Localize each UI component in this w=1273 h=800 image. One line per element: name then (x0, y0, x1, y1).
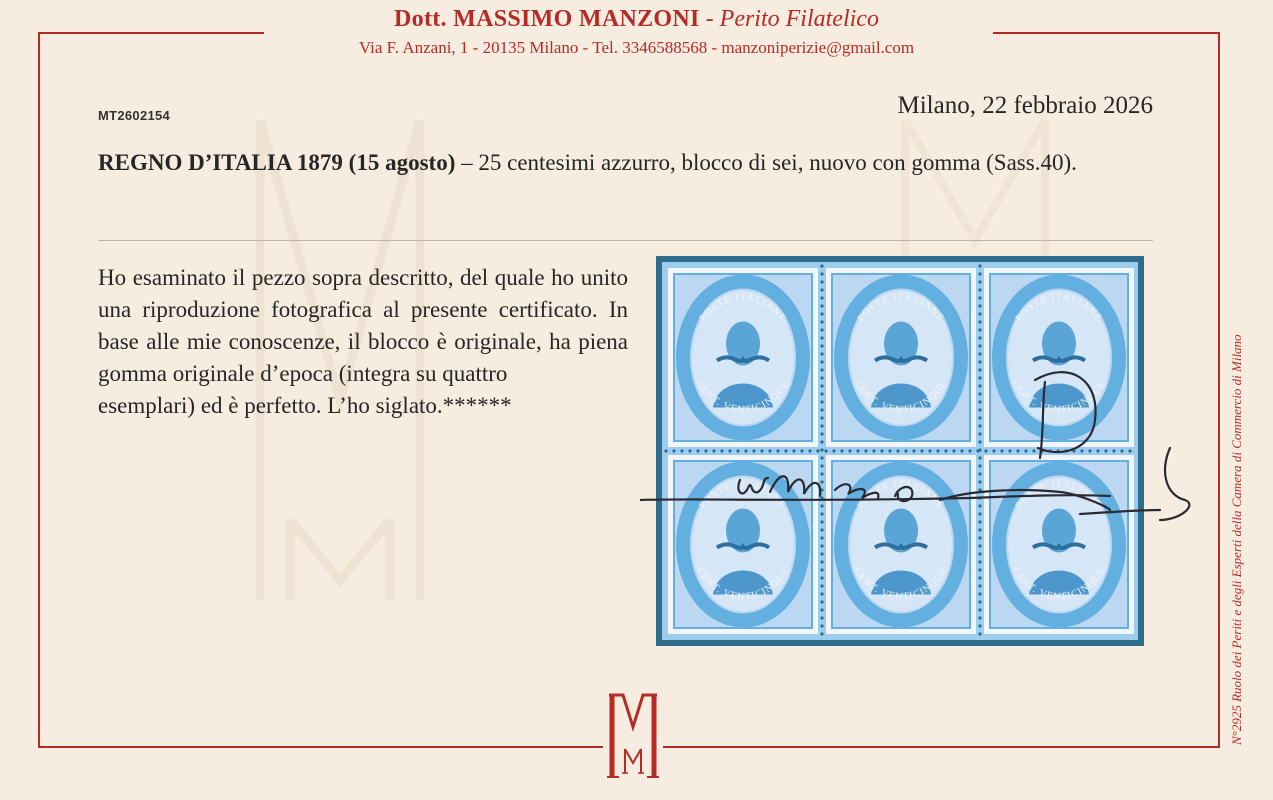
perforation (680, 449, 683, 452)
perforation (978, 336, 981, 339)
perforation (1112, 449, 1115, 452)
perforation (978, 504, 981, 507)
perforation (1040, 449, 1043, 452)
perforation (820, 424, 823, 427)
perforation (768, 449, 771, 452)
perforation (978, 432, 981, 435)
frame-bottom-left (38, 746, 604, 748)
expert-address: Via F. Anzani, 1 - 20135 Milano - Tel. 3346588568 - manzoniperizie@gmail.com (358, 38, 915, 57)
perforation (1120, 449, 1123, 452)
frame-left (38, 32, 40, 748)
perforation (820, 360, 823, 363)
stamp-description (98, 146, 1153, 179)
perforation (820, 432, 823, 435)
perforation (984, 449, 987, 452)
perforation (820, 520, 823, 523)
perforation (820, 504, 823, 507)
perforation (672, 449, 675, 452)
perforation (1008, 449, 1011, 452)
perforation (952, 449, 955, 452)
stamp-bottom-label: CENT. VENTICINQUE (1010, 565, 1108, 603)
perforation (928, 449, 931, 452)
perforation (820, 472, 823, 475)
perforation (978, 408, 981, 411)
stamp (826, 455, 976, 634)
perforation (1096, 449, 1099, 452)
perforation (820, 568, 823, 571)
perforation (978, 616, 981, 619)
perforation (820, 392, 823, 395)
perforation (978, 624, 981, 627)
perforation (978, 496, 981, 499)
perforation (880, 449, 883, 452)
perforation (820, 584, 823, 587)
perforation (696, 449, 699, 452)
perforation (820, 368, 823, 371)
perforation (978, 328, 981, 331)
frame-right (1218, 32, 1220, 748)
perforation (720, 449, 723, 452)
expert-title: Perito Filatelico (719, 6, 879, 32)
perforation (978, 592, 981, 595)
perforation (1088, 449, 1091, 452)
perforation (978, 544, 981, 547)
perforation (978, 528, 981, 531)
perforation (820, 488, 823, 491)
stamp-top-label: POSTE ITALIANE (1013, 479, 1105, 512)
perforation (704, 449, 707, 452)
perforation (820, 264, 823, 267)
perforation (820, 616, 823, 619)
perforation (978, 376, 981, 379)
opinion-last-line: esemplari) ed è perfetto. L’ho siglato.****** (98, 393, 512, 418)
perforation (978, 584, 981, 587)
perforation (820, 320, 823, 323)
perforation (920, 449, 923, 452)
perforation (978, 416, 981, 419)
perforation (820, 552, 823, 555)
perforation (752, 449, 755, 452)
perforation (820, 528, 823, 531)
stamp (668, 268, 818, 447)
perforation (978, 440, 981, 443)
perforation (1056, 449, 1059, 452)
perforation (978, 312, 981, 315)
perforation (760, 449, 763, 452)
stamp-top-label: POSTE ITALIANE (697, 292, 789, 325)
perforation (820, 280, 823, 283)
certificate-number: MT2602154 (98, 108, 171, 123)
opinion-main: Ho esaminato il pezzo sopra descritto, del quale ho unito una riproduzione fotografica al presente certificato. In base alle mie conoscenze, il blocco è originale, ha piena gomma originale d’epoca (integra su quattro (98, 265, 628, 386)
perforation (776, 449, 779, 452)
perforation (978, 464, 981, 467)
stamp-top-label: POSTE ITALIANE (697, 479, 789, 512)
perforation (744, 449, 747, 452)
perforation (978, 384, 981, 387)
perforation (978, 536, 981, 539)
perforation (820, 576, 823, 579)
perforation (978, 320, 981, 323)
perforation (1032, 449, 1035, 452)
perforation (820, 448, 823, 451)
perforation (808, 449, 811, 452)
description-title: REGNO D’ITALIA 1879 (15 agosto) (98, 150, 456, 175)
perforation (864, 449, 867, 452)
perforation (1072, 449, 1075, 452)
perforation (978, 552, 981, 555)
perforation (1016, 449, 1019, 452)
perforation (820, 600, 823, 603)
separator-line (98, 240, 1153, 241)
perforation (820, 400, 823, 403)
perforation (960, 449, 963, 452)
perforation (978, 456, 981, 459)
perforation (820, 328, 823, 331)
perforation (978, 344, 981, 347)
perforation (728, 449, 731, 452)
perforation (820, 624, 823, 627)
stamp (826, 268, 976, 447)
stamp (984, 455, 1134, 634)
perforation (978, 392, 981, 395)
perforation (978, 560, 981, 563)
perforation (820, 416, 823, 419)
perforation (978, 480, 981, 483)
stamp-top-label: POSTE ITALIANE (855, 479, 947, 512)
perforation (820, 296, 823, 299)
perforation (912, 449, 915, 452)
stamp-top-label: POSTE ITALIANE (1013, 292, 1105, 325)
stamp (984, 268, 1134, 447)
stamp-bottom-label: CENT. VENTICINQUE (694, 565, 792, 603)
perforation (888, 449, 891, 452)
perforation (944, 449, 947, 452)
perforation (820, 384, 823, 387)
header-separator: - (699, 6, 720, 32)
perforation (976, 449, 979, 452)
perforation (820, 288, 823, 291)
perforation (820, 376, 823, 379)
description-detail: – 25 centesimi azzurro, blocco di sei, nuovo con gomma (Sass.40). (455, 150, 1077, 175)
perforation (968, 449, 971, 452)
perforation (978, 600, 981, 603)
stamp-bottom-label: CENT. VENTICINQUE (694, 378, 792, 416)
perforation (792, 449, 795, 452)
perforation (978, 472, 981, 475)
perforation (664, 449, 667, 452)
perforation (820, 312, 823, 315)
perforation (820, 352, 823, 355)
expert-name: Dott. MASSIMO MANZONI (394, 6, 700, 32)
perforation (978, 632, 981, 635)
perforation (848, 449, 851, 452)
stamp (668, 455, 818, 634)
perforation (816, 449, 819, 452)
perforation (978, 304, 981, 307)
perforation (872, 449, 875, 452)
perforation (1024, 449, 1027, 452)
perforation (800, 449, 803, 452)
perforation (896, 449, 899, 452)
perforation (978, 520, 981, 523)
perforation (978, 568, 981, 571)
perforation (978, 608, 981, 611)
perforation (820, 304, 823, 307)
stamp-bottom-label: CENT. VENTICINQUE (852, 378, 950, 416)
perforation (736, 449, 739, 452)
perforation (856, 449, 859, 452)
expert-opinion (98, 262, 628, 422)
perforation (820, 592, 823, 595)
frame-bottom-right (662, 746, 1220, 748)
perforation (820, 608, 823, 611)
perforation (820, 440, 823, 443)
perforation (820, 480, 823, 483)
perforation (978, 400, 981, 403)
expert-name-line (0, 6, 1273, 33)
stamp-top-label: POSTE ITALIANE (855, 292, 947, 325)
perforation (820, 544, 823, 547)
perforation (1104, 449, 1107, 452)
perforation (840, 449, 843, 452)
perforation (824, 449, 827, 452)
perforation (992, 449, 995, 452)
perforation (1048, 449, 1051, 452)
perforation (820, 536, 823, 539)
perforation (1000, 449, 1003, 452)
perforation (978, 272, 981, 275)
perforation (712, 449, 715, 452)
place-date: Milano, 22 febbraio 2026 (897, 92, 1153, 119)
perforation (978, 360, 981, 363)
perforation (784, 449, 787, 452)
perforation (688, 449, 691, 452)
registry-note: N°2925 Ruolo dei Periti e degli Esperti della Camera di Commercio di Milano (1229, 334, 1244, 745)
perforation (936, 449, 939, 452)
perforation (820, 272, 823, 275)
perforation (820, 560, 823, 563)
perforation (820, 512, 823, 515)
perforation (820, 456, 823, 459)
perforation (978, 288, 981, 291)
perforation (820, 496, 823, 499)
perforation (978, 264, 981, 267)
perforation (820, 632, 823, 635)
perforation (1064, 449, 1067, 452)
perforation (832, 449, 835, 452)
perforation (978, 488, 981, 491)
perforation (904, 449, 907, 452)
perforation (978, 576, 981, 579)
perforation (820, 408, 823, 411)
perforation (978, 368, 981, 371)
perforation (820, 464, 823, 467)
perforation (820, 336, 823, 339)
perforation (978, 280, 981, 283)
mm-monogram-icon (603, 693, 663, 779)
perforation (820, 344, 823, 347)
perforation (978, 424, 981, 427)
perforation (1080, 449, 1083, 452)
perforation (978, 352, 981, 355)
stamp-bottom-label: CENT. VENTICINQUE (1010, 378, 1108, 416)
perforation (1128, 449, 1131, 452)
perforation (978, 296, 981, 299)
perforation (978, 512, 981, 515)
stamp-block-photo (656, 256, 1144, 646)
stamp-bottom-label: CENT. VENTICINQUE (852, 565, 950, 603)
